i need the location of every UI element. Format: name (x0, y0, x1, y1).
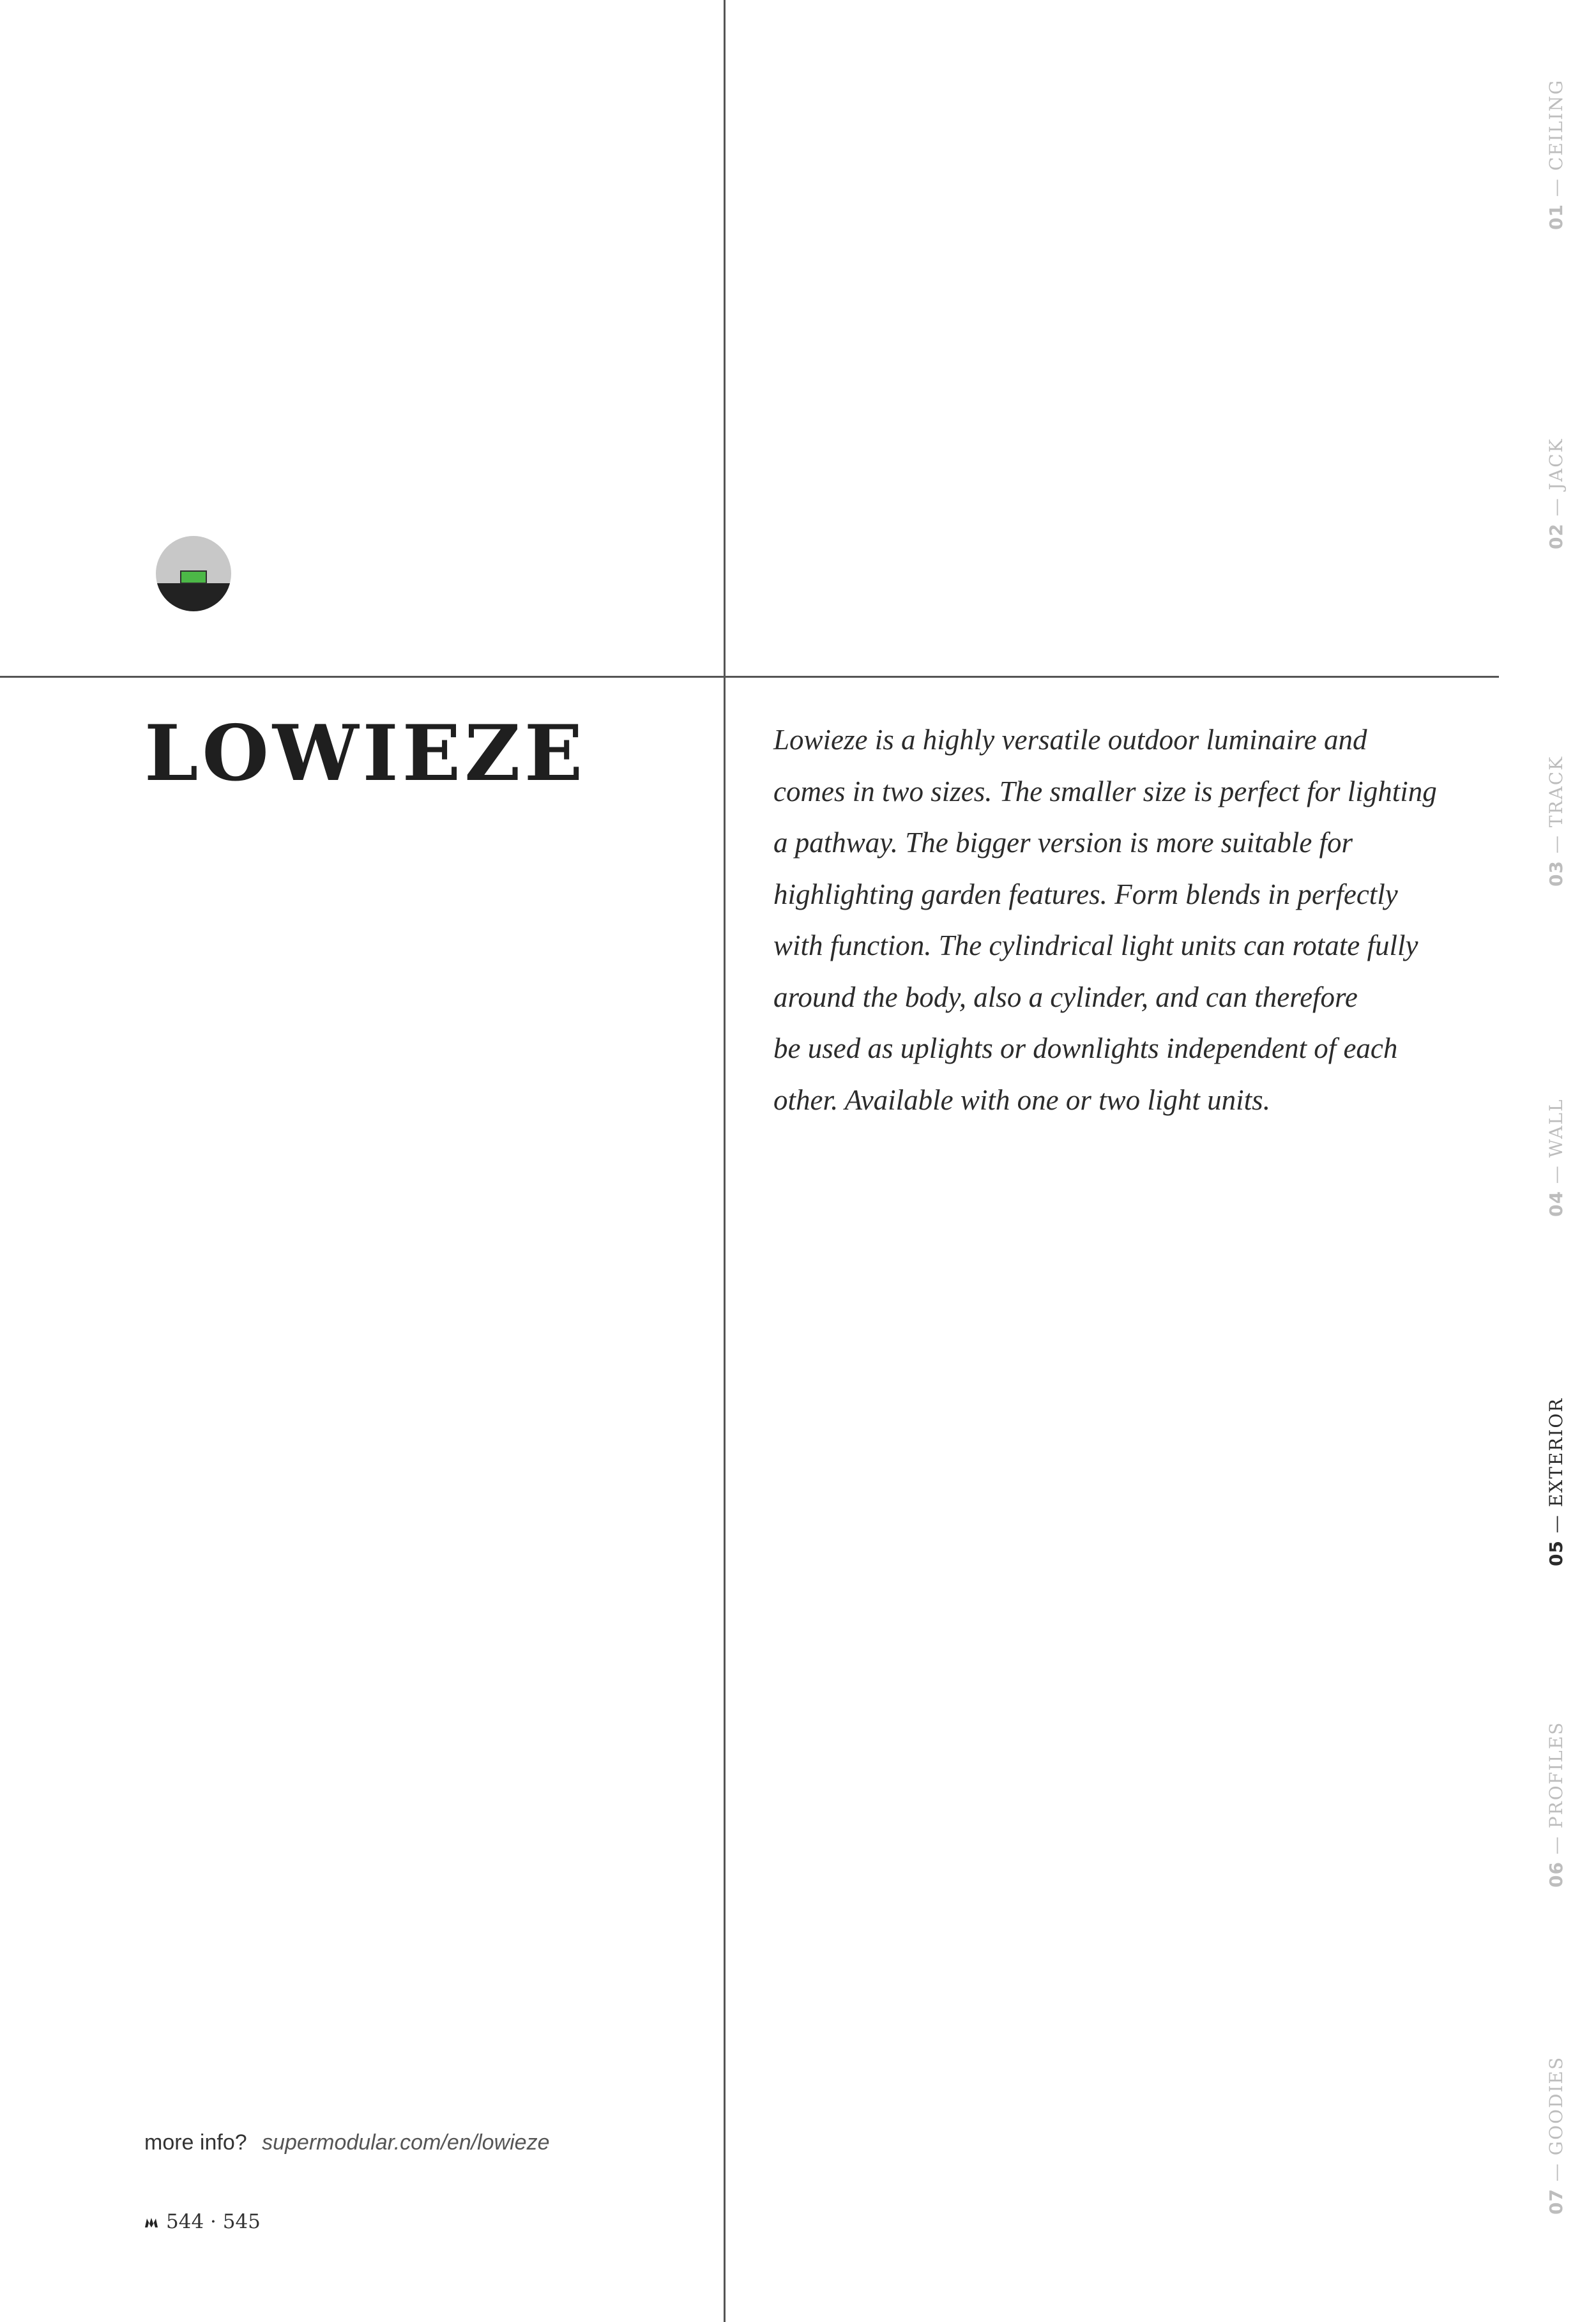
more-info-link[interactable]: supermodular.com/en/lowieze (262, 2130, 550, 2155)
nav-item-track[interactable] (1546, 756, 1567, 887)
description-line: be used as uplights or downlights independent of each (773, 1032, 1398, 1064)
nav-item-ceiling[interactable] (1546, 79, 1567, 230)
product-title: LOWIEZE (144, 708, 587, 798)
nav-label: — GOODIES (1546, 2056, 1567, 2182)
supermodular-logo-icon (144, 2210, 158, 2233)
nav-number: 01 (1546, 204, 1567, 230)
nav-label: — PROFILES (1546, 1721, 1567, 1855)
description-line: other. Available with one or two light units. (773, 1083, 1270, 1116)
description-line: with function. The cylindrical light units can rotate fully (773, 929, 1418, 961)
nav-item-goodies[interactable] (1546, 2056, 1567, 2215)
page-numbers (144, 2210, 261, 2233)
nav-number: 05 (1546, 1540, 1567, 1566)
more-info (144, 2130, 550, 2155)
vertical-divider (724, 0, 726, 2322)
exterior-category-icon (156, 536, 231, 611)
nav-item-exterior[interactable] (1546, 1398, 1567, 1566)
nav-number: 06 (1546, 1861, 1567, 1888)
description-line: a pathway. The bigger version is more suitable for (773, 827, 1353, 859)
nav-label: — EXTERIOR (1546, 1397, 1567, 1534)
more-info-label: more info? (144, 2130, 247, 2155)
nav-label: — CEILING (1546, 79, 1567, 197)
nav-number: 02 (1546, 523, 1567, 549)
product-description (773, 714, 1476, 1126)
nav-number: 03 (1546, 860, 1567, 887)
horizontal-divider (0, 676, 1499, 678)
description-line: Lowieze is a highly versatile outdoor luminaire and (773, 724, 1367, 756)
nav-item-profiles[interactable] (1546, 1722, 1567, 1888)
description-line: highlighting garden features. Form blends in perfectly (773, 878, 1398, 910)
nav-number: 04 (1546, 1191, 1567, 1217)
description-line: comes in two sizes. The smaller size is perfect for lighting (773, 775, 1437, 807)
nav-label: — TRACK (1546, 755, 1567, 854)
nav-label: — WALL (1546, 1098, 1567, 1184)
nav-number: 07 (1546, 2188, 1567, 2215)
page-number-text: 544 · 545 (166, 2210, 261, 2233)
description-line: around the body, also a cylinder, and can therefore (773, 981, 1358, 1013)
nav-item-jack[interactable] (1546, 438, 1567, 549)
nav-label: — JACK (1546, 438, 1567, 517)
nav-item-wall[interactable] (1546, 1098, 1567, 1217)
